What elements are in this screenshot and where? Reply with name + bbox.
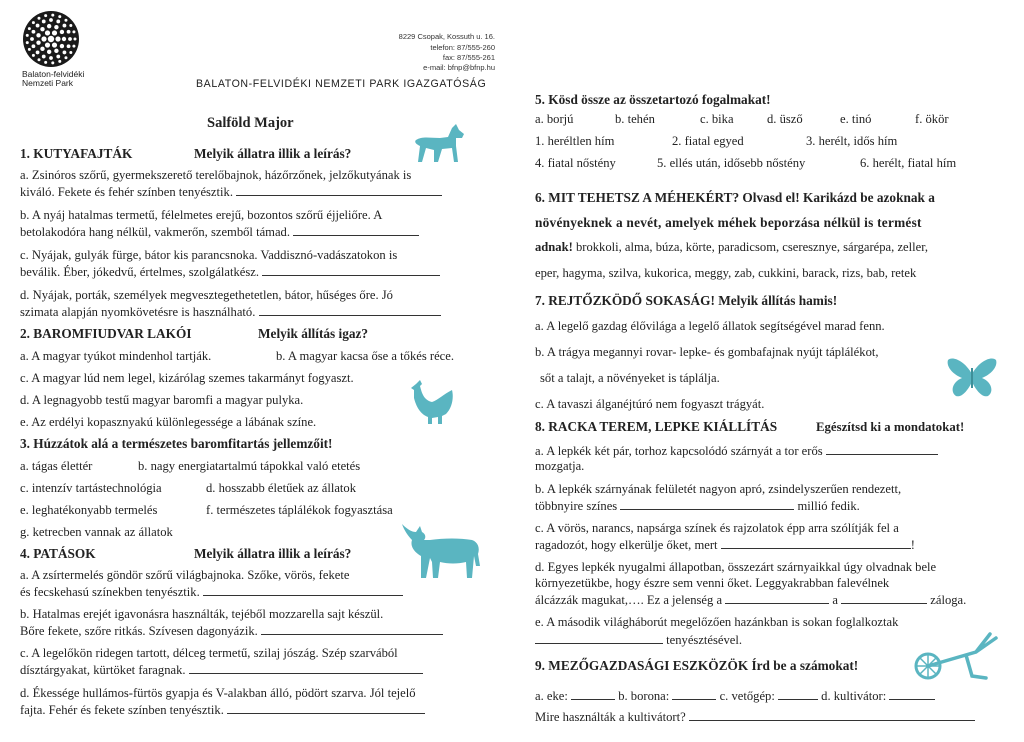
fax-line: fax: 87/555-261 (442, 53, 495, 62)
answer-blank[interactable] (261, 623, 443, 635)
s8-a-line2: mozgatja. (535, 459, 585, 473)
s3-option-c[interactable]: c. intenzív tartástechnológia (20, 481, 162, 495)
park-logo (22, 10, 80, 68)
answer-blank[interactable] (889, 688, 935, 700)
s1-a-line1: a. Zsinóros szőrű, gyermekszerető terelőbajnok, házőrzőnek, jelzőkutyának is (20, 168, 412, 182)
answer-blank[interactable] (189, 662, 423, 674)
s5-def-3[interactable]: 3. herélt, idős hím (806, 134, 898, 148)
s8-e-line1: e. A második világháborút megelőzően hazánkban is sokan foglalkoztak (535, 615, 899, 629)
s5-def-6[interactable]: 6. herélt, fiatal hím (860, 156, 957, 170)
dog-icon (412, 122, 468, 166)
s4-d-line2: fajta. Fehér és fekete színben tenyésztik. (20, 702, 425, 718)
cow-icon (400, 520, 484, 582)
answer-blank[interactable] (826, 443, 938, 455)
answer-blank[interactable] (227, 702, 425, 714)
s7-option-c[interactable]: c. A tavaszi álganéjtúró nem fogyaszt trágyát. (535, 397, 765, 411)
s4-a-line2: és fecskehasú színekben tenyésztik. (20, 584, 403, 600)
s3-option-f[interactable]: f. természetes táplálékok fogyasztása (206, 503, 393, 517)
s3-option-a[interactable]: a. tágas élettér (20, 459, 93, 473)
s5-def-1[interactable]: 1. herélt​len hím (535, 134, 615, 148)
s2-option-e[interactable]: e. Az erdélyi kopasznyakú különlegessége a lábának színe. (20, 415, 317, 429)
answer-blank[interactable] (620, 498, 794, 510)
s9-heading: 9. MEZŐGAZDASÁGI ESZKÖZÖK Írd be a számokat! (535, 658, 859, 673)
s8-a-line1: a. A lepkék két pár, torhoz kapcsolódó szárnyát a tor erős (535, 443, 938, 459)
s8-d-line3: álcázzák magukat,…. Ez a jelenség a a záloga. (535, 593, 967, 607)
s8-b-line2: többnyire színes millió fedik. (535, 499, 860, 513)
s9-question-line: Mire használták a kultivátort? (535, 709, 975, 725)
s4-c-line2: dísztárgyakat, kürtöket faragnak. (20, 662, 423, 678)
page-title: Salföld Major (207, 115, 294, 131)
email-line: e-mail: bfnp@bfnp.hu (423, 63, 495, 72)
s2-question: Melyik állítás igaz? (258, 326, 369, 341)
s4-question: Melyik állatra illik a leírás? (194, 546, 352, 561)
s5-word-f[interactable]: f. ökör (915, 112, 949, 126)
s8-heading: 8. RACKA TEREM, LEPKE KIÁLLÍTÁS (535, 419, 778, 434)
s8-b-line1: b. A lepkék szárnyának felületét nagyon apró, zsindelyszerűen rendezett, (535, 482, 902, 496)
logo-name-line1: Balaton-felvidéki (22, 69, 85, 79)
s1-c-line2: beválik. Éber, jókedvű, értelmes, szolgálatkész. (20, 264, 440, 280)
plough-icon (906, 630, 1002, 684)
s2-heading: 2. BAROMFIUDVAR LAKÓI (20, 326, 192, 341)
s6-plants-line1: adnak! brokkoli, alma, búza, körte, paradicsom, cseresznye, sárgarépa, zeller, (535, 240, 929, 254)
s8-c-line1: c. A vörös, narancs, napsárga színek és rajzolatok épp arra szólítják fel a (535, 521, 899, 535)
answer-blank[interactable] (259, 304, 441, 316)
s6-heading-line1: 6. MIT TEHETSZ A MÉHEKÉRT? Olvasd el! Karikázd be azoknak a (535, 190, 935, 205)
s9-tools-line: a. eke: b. borona: c. vetőgép: d. kultivátor: (535, 688, 935, 704)
s3-option-d[interactable]: d. hosszabb életűek az állatok (206, 481, 357, 495)
s5-word-d[interactable]: d. üsző (767, 112, 803, 126)
s6-plants-line2[interactable]: eper, hagyma, szilva, kukorica, meggy, zab, cukkini, barack, rizs, bab, retek (535, 266, 917, 280)
s3-heading: 3. Húzzátok alá a természetes baromfitartás jellemzőit! (20, 436, 333, 451)
logo-emblem-icon (22, 10, 80, 68)
s2-option-d[interactable]: d. A legnagyobb testű magyar baromfi a magyar pulyka. (20, 393, 304, 407)
s1-question: Melyik állatra illik a leírás? (194, 146, 352, 161)
answer-blank[interactable] (236, 184, 442, 196)
s7-option-a[interactable]: a. A legelő gazdag élővilága a legelő állatok segítségével marad fenn. (535, 319, 885, 333)
s5-word-e[interactable]: e. tinó (840, 112, 872, 126)
hen-icon (408, 376, 458, 428)
phone-line: telefon: 87/555-260 (430, 43, 495, 52)
s5-def-2[interactable]: 2. fiatal egyed (672, 134, 744, 148)
s1-heading: 1. KUTYAFAJTÁK (20, 146, 133, 161)
s2-option-a[interactable]: a. A magyar tyúkot mindenhol tartják. (20, 349, 212, 363)
s2-option-b[interactable]: b. A magyar kacsa őse a tőkés réce. (276, 349, 454, 363)
s1-c-line1: c. Nyájak, gulyák fürge, bátor kis parancsnoka. Vaddisznó-vadászatokon is (20, 248, 398, 262)
s5-word-c[interactable]: c. bika (700, 112, 734, 126)
s8-d-line1: d. Egyes lepkék nyugalmi állapotban, összezárt szárnyaikkal úgy olvadnak bele (535, 560, 937, 574)
s1-a-line2: kiváló. Fekete és fehér színben tenyésztik. (20, 184, 442, 200)
s4-d-line1: d. Ékessége hullámos-fürtös gyapja és V-alakban álló, pödört szarva. Jól tejelő (20, 686, 416, 700)
s5-def-4[interactable]: 4. fiatal nőstény (535, 156, 616, 170)
s4-b-line2: Bőre fekete, szőre ritkás. Szívesen dagonyázik. (20, 623, 443, 639)
s8-e-line2: tenyésztésével. (535, 632, 742, 648)
s4-c-line1: c. A legelőkön ridegen tartott, délceg termetű, szilaj jószág. Szép szarvából (20, 646, 398, 660)
address-line: 8229 Csopak, Kossuth u. 16. (398, 32, 495, 41)
answer-blank[interactable] (841, 592, 927, 604)
answer-blank[interactable] (725, 592, 829, 604)
logo-name-line2: Nemzeti Park (22, 78, 74, 88)
s1-b-line1: b. A nyáj hatalmas termetű, félelmetes erejű, bozontos szőrű éjjeliőre. A (20, 208, 383, 222)
answer-blank[interactable] (293, 224, 419, 236)
answer-blank[interactable] (535, 632, 663, 644)
s3-option-g[interactable]: g. ketrecben vannak az állatok (20, 525, 173, 539)
s8-c-line2: ragadozót, hogy elkerülje őket, mert ! (535, 538, 915, 552)
s7-option-b-line2[interactable]: sőt a talajt, a növényeket is táplálja. (540, 371, 720, 385)
answer-blank[interactable] (262, 264, 440, 276)
s7-option-b-line1[interactable]: b. A trágya megannyi rovar- lepke- és gombafajnak nyújt táplálékot, (535, 345, 879, 359)
s1-b-line2: betolakodóra hang nélkül, vakmerőn, szemből támad. (20, 224, 419, 240)
answer-blank[interactable] (689, 709, 975, 721)
s5-def-5[interactable]: 5. ellés után, idősebb nőstény (657, 156, 806, 170)
butterfly-icon (944, 354, 1000, 404)
s4-heading: 4. PATÁSOK (20, 546, 96, 561)
s1-d-line2: szimata alapján nyomkövetésre is használható. (20, 304, 441, 320)
s5-heading: 5. Kösd össze az összetartozó fogalmakat! (535, 92, 771, 107)
answer-blank[interactable] (571, 688, 615, 700)
s2-option-c[interactable]: c. A magyar lúd nem legel, kizárólag szemes takarmányt fogyaszt. (20, 371, 354, 385)
s6-heading-line2: növényeknek a nevét, amelyek méhek beporzása nélkül is termést (535, 215, 922, 230)
s4-b-line1: b. Hatalmas erejét igavonásra használták, tejéből mozzarella sajt készül. (20, 607, 384, 621)
s4-a-line1: a. A zsírtermelés göndör szőrű világbajnoka. Szőke, vörös, fekete (20, 568, 350, 582)
s8-question: Egészítsd ki a mondatokat! (816, 420, 965, 434)
s8-d-line2: környezetükbe, hogy észre sem venni őket. Leggyakrabban falevélnek (535, 576, 890, 590)
s3-option-e[interactable]: e. leghatékonyabb termelés (20, 503, 158, 517)
s1-d-line1: d. Nyájak, porták, személyek megvesztegethetetlen, bátor, hűséges őre. Jó (20, 288, 393, 302)
s5-word-a[interactable]: a. borjú (535, 112, 574, 126)
organization-name: BALATON-FELVIDÉKI NEMZETI PARK IGAZGATÓSÁG (196, 78, 487, 90)
s5-word-b[interactable]: b. tehén (615, 112, 655, 126)
answer-blank[interactable] (672, 688, 716, 700)
answer-blank[interactable] (721, 537, 911, 549)
s3-option-b[interactable]: b. nagy energiatartalmú tápokkal való etetés (138, 459, 361, 473)
answer-blank[interactable] (203, 584, 403, 596)
s7-heading: 7. REJTŐZKÖDŐ SOKASÁG! Melyik állítás hamis! (535, 293, 838, 308)
answer-blank[interactable] (778, 688, 818, 700)
